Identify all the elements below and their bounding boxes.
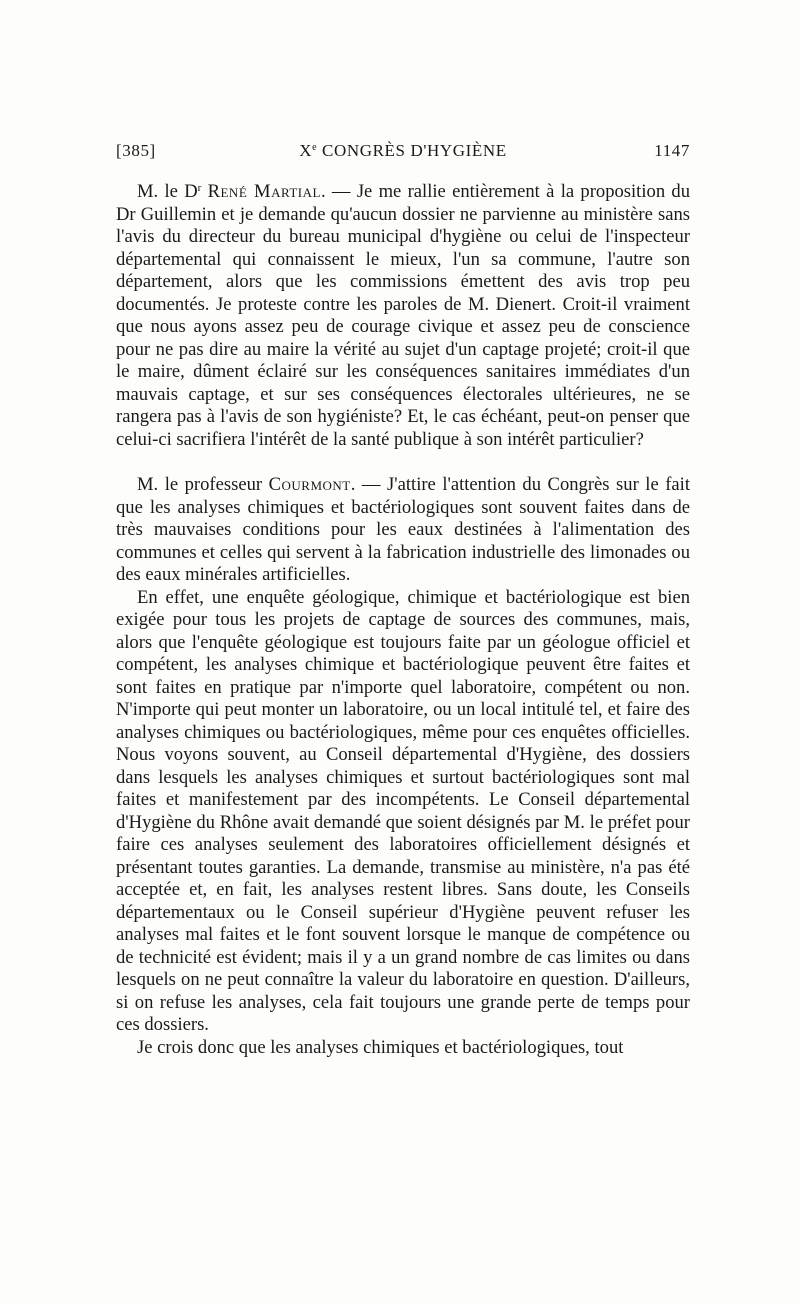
running-header [116, 141, 690, 165]
paragraph-martial: M. le $D^r$ René Martial. — Je me rallie entièrement à la proposition du Dr Guillemin et je demande qu'aucun dossier ne parvienne au ministère sans l'avis du directeur du bureau municipal d'hygiène ou celui de l'inspecteur départemental qui connaissent le mieux, l'un sa commune, l'autre son département, alors que les commissions émettent des avis trop peu documentés. Je proteste contre les paroles de M. Dienert. Croit-il vraiment que nous ayons assez peu de courage civique et assez peu de conscience pour ne pas dire au maire la vérité au sujet d'un captage projeté; croit-il que le maire, dûment éclairé sur les conséquences sanitaires immédiates d'un mauvais captage, et sur ses conséquences électorales ultérieures, ne se rangera pas à l'avis de son hygiéniste? Et, le cas échéant, peut-on penser que celui-ci sacrifiera l'intérêt de la santé publique à son intérêt particulier? [116, 181, 691, 450]
speaker-prefix: M. le professeur [137, 474, 269, 495]
speaker-name: Courmont [268, 474, 351, 495]
header-title: Xe CONGRÈS D'HYGIÈNE [299, 141, 507, 160]
paragraph-en-effet: En effet, une enquête géologique, chimique et bactériologique est bien exigée pour tous les projets de captage de sources des communes, mais, alors que l'enquête géologique est toujours faite par un géologue officiel et compétent, les analyses chimique et bactériologique peuvent être faites et sont faites en pratique par n'importe quel laboratoire, compétent ou non. N'importe qui peut monter un laboratoire, ou un local intitulé tel, et faire des analyses chimiques ou bactériologiques, même pour ces enquêtes officielles. Nous voyons souvent, au Conseil départemental d'Hygiène, des dossiers dans lesquels les analyses chimiques et surtout bactériologiques sont mal faites et manifestement par des incompétents. Le Conseil départemental d'Hygiène du Rhône avait demandé que soient désignés par M. le préfet pour faire ces analyses seulement des laboratoires officiellement désignés et présentant toutes garanties. La demande, transmise au ministère, n'a pas été acceptée et, en fait, les analyses restent libres. Sans doute, les Conseils départementaux ou le Conseil supérieur d'Hygiène peuvent refuser les analyses mal faites et le font souvent lorsque le manque de compétence ou de technicité est évident; mais il y a un grand nombre de cas limites ou dans lesquels on ne peut connaître la valeur du laboratoire en question. D'ailleurs, si on refuse les analyses, cela fait toujours une grande perte de temps pour ces dossiers. [116, 586, 690, 1035]
speaker-name: René Martial [207, 181, 321, 202]
paragraph-text: . — Je me rallie entièrement à la proposition du Dr Guillemin et je demande qu'aucun dossier ne parvienne au ministère sans l'avis du directeur du bureau municipal d'hygiène ou celui de l'inspecteur départemental qui connaissent le mieux, l'un sa commune, l'autre son département, alors que les commissions émettent des avis trop peu documentés. Je proteste contre les paroles de M. Dienert. Croit-il vraiment que nous ayons assez peu de courage civique et assez peu de conscience pour ne pas dire au maire la vérité au sujet d'un captage projeté; croit-il que le maire, dûment éclairé sur les conséquences sanitaires immédiates d'un mauvais captage, et sur ses conséquences électorales ultérieures, ne se rangera pas à l'avis de son hygiéniste? Et, le cas échéant, peut-on penser que celui-ci sacrifiera l'intérêt de la santé publique à son intérêt particulier? [116, 181, 691, 450]
paragraph-je-crois: Je crois donc que les analyses chimiques et bactériologiques, tout [137, 1036, 624, 1058]
page-number: 1147 [654, 141, 690, 160]
paragraph-text: . — J'attire l'attention du Congrès sur le fait que les analyses chimiques et bactériologiques sont souvent faites dans de très mauvaises conditions pour les eaux destinées à l'alimentation des communes et celles qui servent à la fabrication industrielle des limonades ou des eaux minérales artificielles. [116, 474, 690, 585]
speaker-prefix: M. le D [137, 181, 198, 202]
paragraph-courmont [116, 474, 690, 587]
header-bracket-number: [385] [116, 141, 156, 160]
body-text [116, 177, 690, 1059]
